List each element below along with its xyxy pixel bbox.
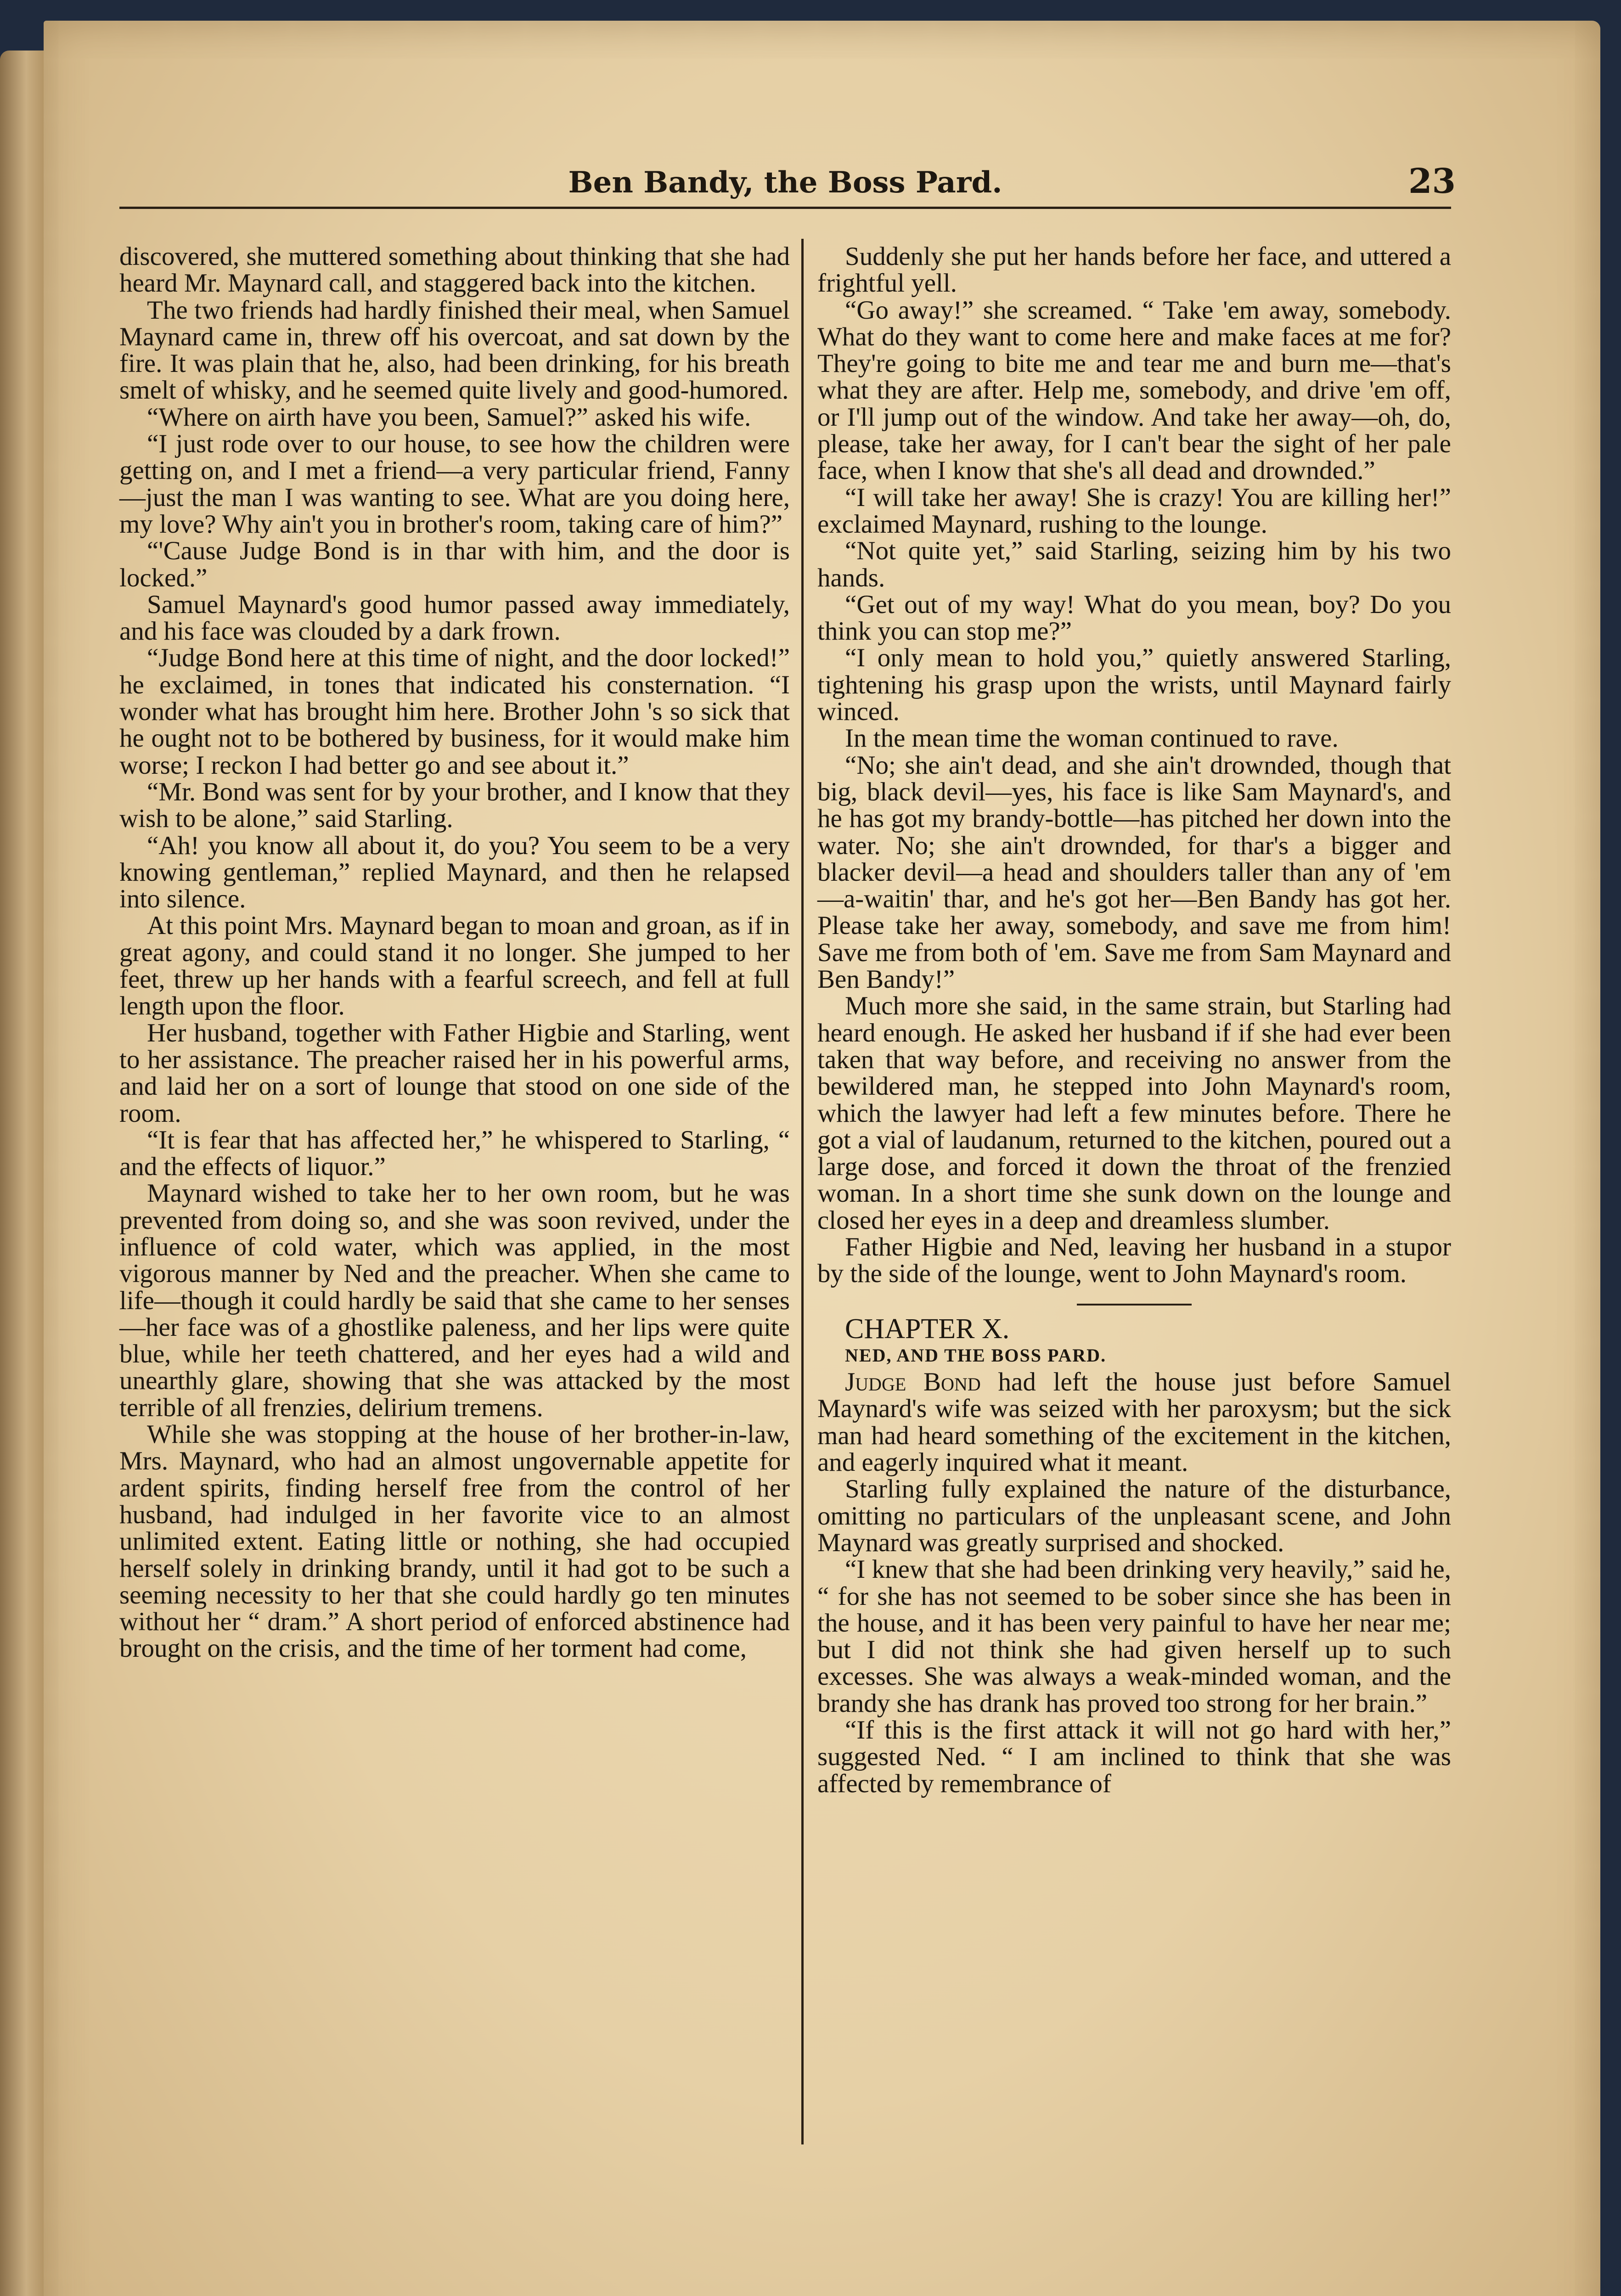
right-column (817, 243, 1451, 1797)
paragraph: “I knew that she had been drinking very heavily,” said he, “ for she has not seemed to be sober since she has been in the house, and it has been very painful to have her near me; but I did not think she had given herself up to such excesses. She was always a weak-minded woman, and the brandy she has drank has proved too strong for her brain.” (817, 1555, 1451, 1718)
paragraph: “Where on airth have you been, Samuel?” asked his wife. (147, 402, 751, 432)
paragraph: Samuel Maynard's good humor passed away immediately, and his face was clouded by a dark frown. (119, 590, 790, 646)
opening-paragraph-text: had left the house just before Samuel Maynard's wife was seized with her paroxysm; but the sick man had heard something of the excitement in the kitchen, and eagerly inquired what it meant. (817, 1367, 1451, 1477)
paragraph: At this point Mrs. Maynard began to moan and groan, as if in great agony, and could stand it no longer. She jumped to her feet, threw up her hands with a fearful screech, and fell at full length upon the floor. (119, 911, 790, 1021)
paragraph: Suddenly she put her hands before her face, and uttered a frightful yell. (817, 242, 1451, 298)
paragraph: Much more she said, in the same strain, but Starling had heard enough. He asked her husband if if she had ever been taken that way before, and receiving no answer from the bewildered man, he stepped into John Maynard's room, which the lawyer had left a few minutes before. There he got a vial of laudanum, returned to the kitchen, poured out a large dose, and forced it down the throat of the frenzied woman. In a short time she sunk down on the lounge and closed her eyes in a deep and dreamless slumber. (817, 991, 1451, 1235)
paragraph: Father Higbie and Ned, leaving her husband in a stupor by the side of the lounge, went to John Maynard's room. (817, 1232, 1451, 1289)
paragraph: While she was stopping at the house of her brother-in-law, Mrs. Maynard, who had an almost ungovernable appetite for ardent spirits, finding herself free from the control of her husband, had indulged in her favorite vice to an almost unlimited extent. Eating little or nothing, she had occupied herself solely in drinking brandy, until it had got to be such a seeming necessity to her that she could hardly go ten minutes without her “ dram.” A short period of enforced abstinence had brought on the crisis, and the time of her torment had come, (119, 1420, 790, 1663)
paragraph: Starling fully explained the nature of the disturbance, omitting no particulars of the unpleasant scene, and John Maynard was greatly surprised and shocked. (817, 1474, 1451, 1557)
paragraph: “I will take her away! She is crazy! You are killing her!” exclaimed Maynard, rushing to the lounge. (817, 483, 1451, 539)
paragraph: “I only mean to hold you,” quietly answered Starling, tightening his grasp upon the wrists, until Maynard fairly winced. (817, 643, 1451, 726)
paragraph: discovered, she muttered something about thinking that she had heard Mr. Maynard call, and staggered back into the kitchen. (119, 242, 790, 298)
paragraph: “Go away!” she screamed. “ Take 'em away, somebody. What do they want to come here and make faces at me for? They're going to bite me and tear me and burn me—that's what they are after. Help me, somebody, and drive 'em off, or I'll jump out of the window. And take her away—oh, do, please, take her away, for I can't bear the sight of her pale face, when I know that she's all dead and drownded.” (817, 295, 1451, 485)
page-header (119, 162, 1456, 209)
paragraph: “It is fear that has affected her,” he whispered to Starling, “ and the effects of liquor.” (119, 1125, 790, 1182)
paragraph: “Judge Bond here at this time of night, and the door locked!” he exclaimed, in tones that indicated his consternation. “I wonder what has brought him here. Brother John 's so sick that he ought not to be bothered by business, for it would make him worse; I reckon I had better go and see about it.” (119, 643, 790, 780)
chapter-opening-paragraph (817, 1369, 1451, 1476)
running-title: Ben Bandy, the Boss Pard. (568, 165, 1002, 200)
paragraph: In the mean time the woman continued to rave. (845, 724, 1339, 753)
paragraph: Maynard wished to take her to her own room, but he was prevented from doing so, and she was soon revived, under the influence of cold water, which was applied, in the most vigorous manner by Ned and the preacher. When she came to life—though it could hardly be said that she came to her senses—her face was of a ghostlike paleness, and her lips were quite blue, while her teeth chattered, and her eyes had a wild and unearthly glare, showing that she was attacked by the most terrible of all frenzies, delirium tremens. (119, 1179, 790, 1422)
chapter-subtitle: NED, AND THE BOSS PARD. (845, 1345, 1107, 1366)
column-divider (801, 239, 804, 2144)
adjacent-page-edge (0, 51, 44, 2296)
paragraph: “I just rode over to our house, to see how the children were getting on, and I met a friend—a very particular friend, Fanny—just the man I was wanting to see. What are you doing here, my love? Why ain't you in brother's room, taking care of him?” (119, 429, 790, 539)
paragraph: “Ah! you know all about it, do you? You seem to be a very knowing gentleman,” replied Maynard, and then he relapsed into silence. (119, 831, 790, 914)
paragraph: “If this is the first attack it will not go hard with her,” suggested Ned. “ I am inclined to think that she was affected by remembrance of (817, 1716, 1451, 1798)
chapter-divider (1077, 1304, 1192, 1306)
paragraph: “'Cause Judge Bond is in thar with him, and the door is locked.” (119, 536, 790, 592)
opening-words: Judge Bond (845, 1367, 981, 1397)
paragraph: “Not quite yet,” said Starling, seizing him by his two hands. (817, 536, 1451, 592)
paragraph: “Mr. Bond was sent for by your brother, and I know that they wish to be alone,” said Starling. (119, 777, 790, 833)
paragraph: “No; she ain't dead, and she ain't drownded, though that big, black devil—yes, his face is like Sam Maynard's, and he has got my brandy-bottle—has pitched her down into the water. No; she ain't drownded, for thar's a bigger and blacker devil—a head and shoulders taller than any of 'em—a-waitin' thar, and he's got her—Ben Bandy has got her. Please take her away, somebody, and save me from him! Save me from both of 'em. Save me from Sam Maynard and Ben Bandy!” (817, 750, 1451, 994)
paragraph: “Get out of my way! What do you mean, boy? Do you think you can stop me?” (817, 590, 1451, 646)
chapter-title: CHAPTER X. (845, 1313, 1010, 1345)
left-column (119, 243, 790, 1662)
paragraph: The two friends had hardly finished their meal, when Samuel Maynard came in, threw off his overcoat, and sat down by the fire. It was plain that he, also, had been drinking, for his breath smelt of whisky, and he seemed quite lively and good-humored. (119, 295, 790, 405)
page-number: 23 (1408, 162, 1456, 201)
paragraph: Her husband, together with Father Higbie and Starling, went to her assistance. The preacher raised her in his powerful arms, and laid her on a sort of lounge that stood on one side of the room. (119, 1018, 790, 1128)
